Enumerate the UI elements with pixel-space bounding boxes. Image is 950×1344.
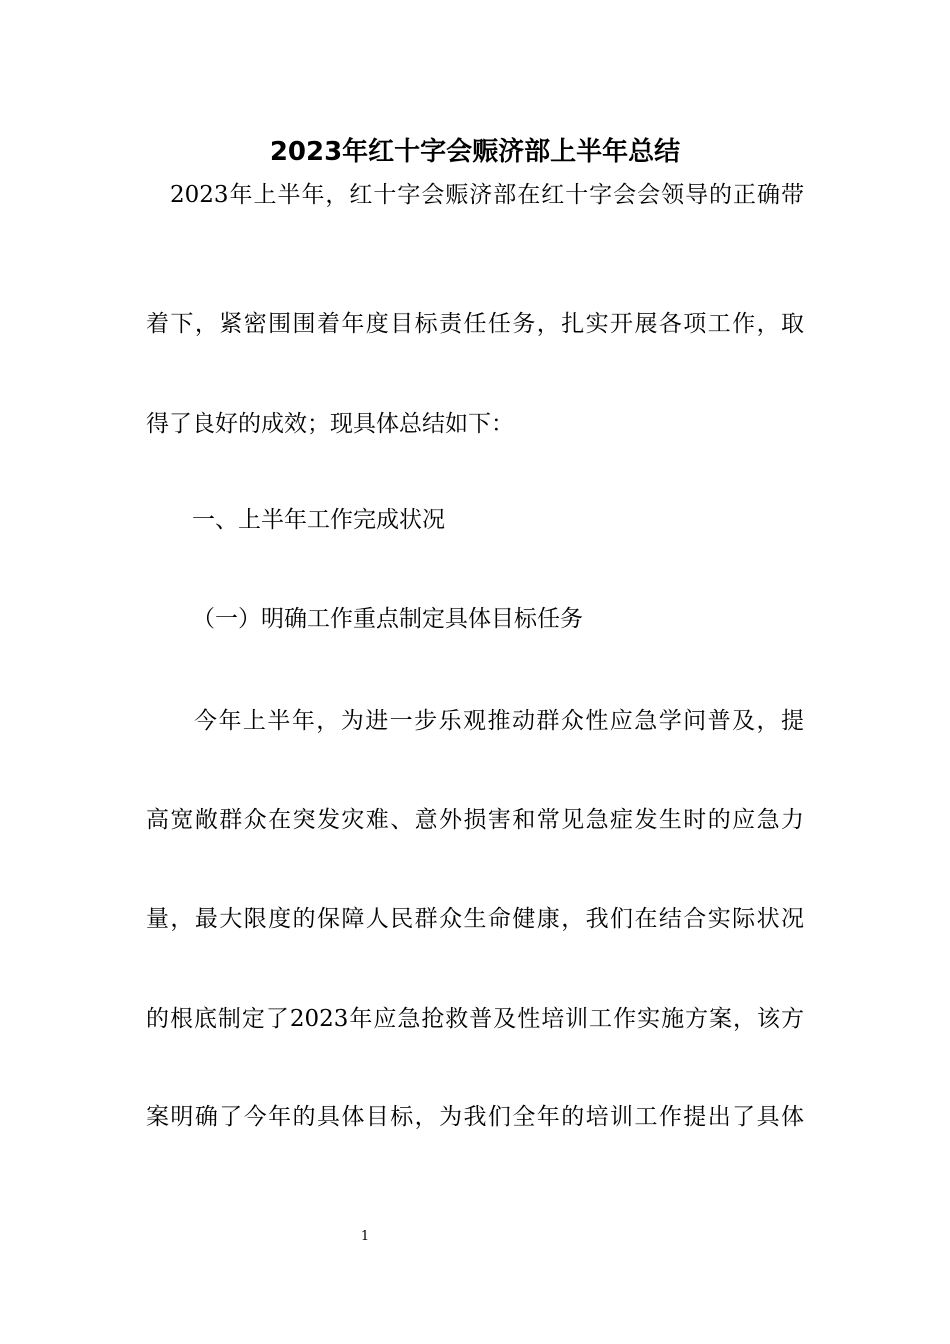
document-title: 2023年红十字会赈济部上半年总结 [269, 137, 681, 167]
paragraph-line: 量，最大限度的保障人民群众生命健康，我们在结合实际状况 [146, 906, 804, 932]
page-number: 1 [360, 1229, 370, 1244]
paragraph-line: 高宽敞群众在突发灾难、意外损害和常见急症发生时的应急力 [146, 807, 804, 833]
paragraph-line: 今年上半年，为进一步乐观推动群众性应急学问普及，提 [194, 708, 804, 734]
paragraph-line: 案明确了今年的具体目标，为我们全年的培训工作提出了具体 [146, 1104, 804, 1130]
paragraph-line: 的根底制定了2023年应急抢救普及性培训工作实施方案，该方 [146, 1006, 804, 1032]
paragraph-line: 2023年上半年，红十字会赈济部在红十字会会领导的正确带 [170, 182, 804, 208]
subsection-heading: （一）明确工作重点制定具体目标任务 [192, 606, 583, 632]
paragraph-line: 得了良好的成效；现具体总结如下： [146, 411, 514, 437]
paragraph-line: 着下，紧密围围着年度目标责任任务，扎实开展各项工作，取 [146, 311, 804, 337]
section-heading: 一、上半年工作完成状况 [192, 507, 445, 533]
